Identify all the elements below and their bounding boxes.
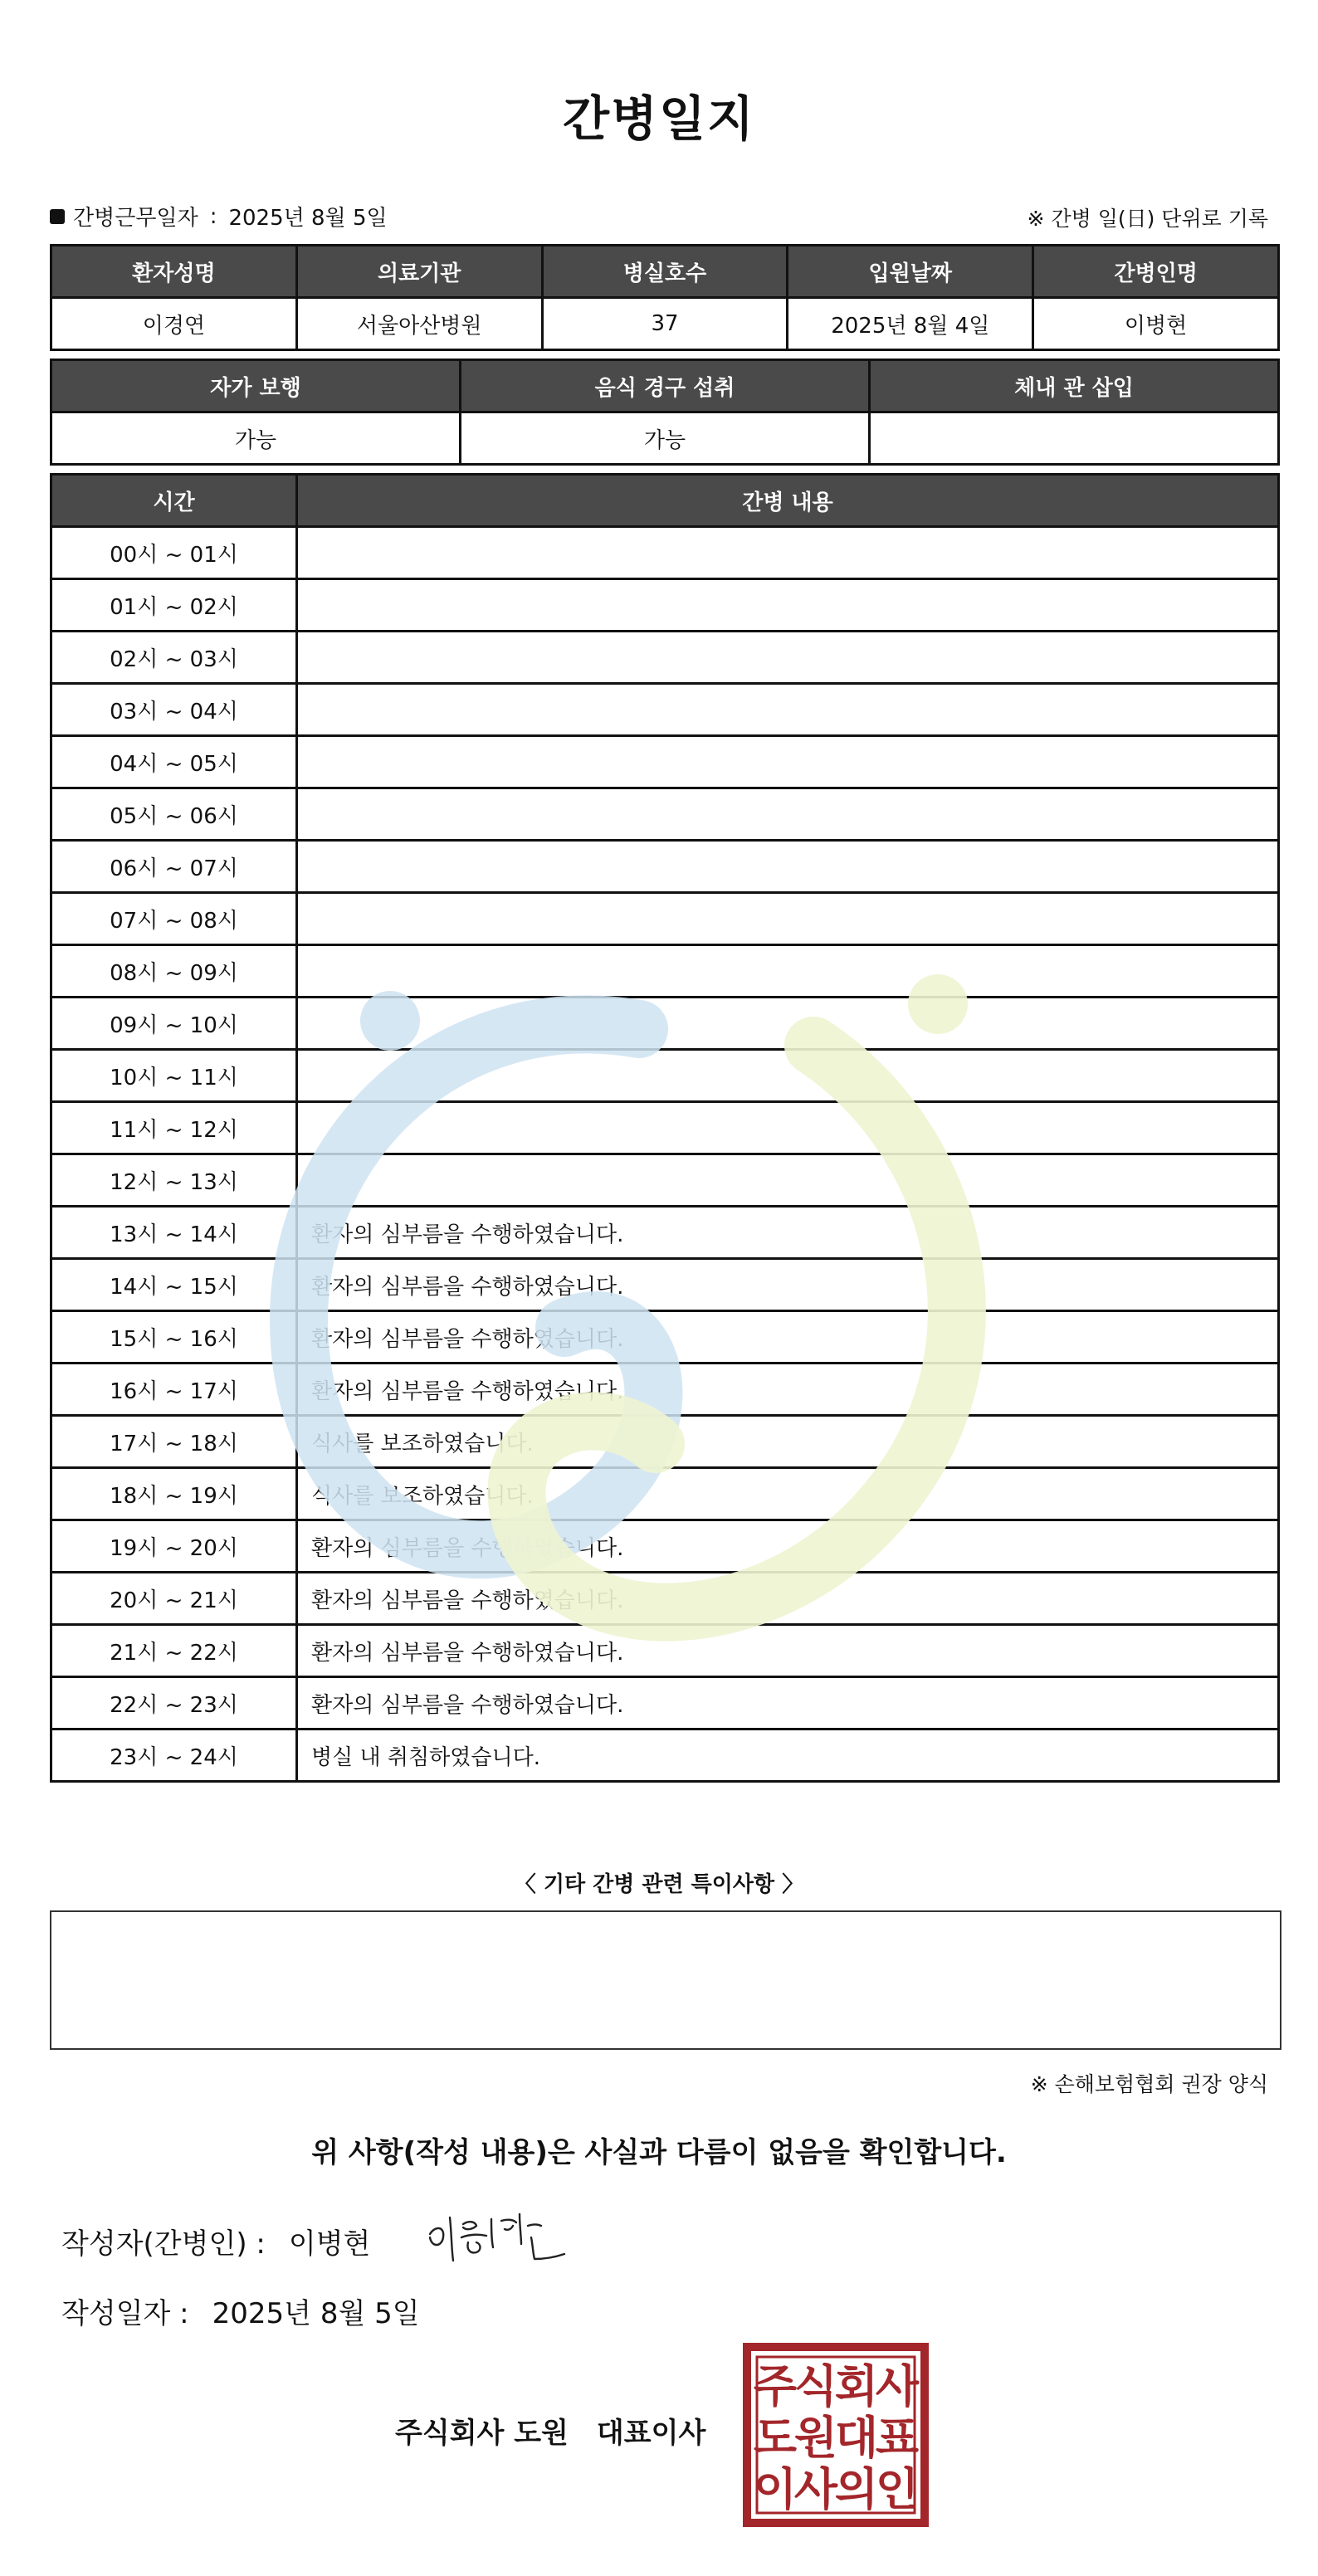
written-date-value: 2025년 8월 5일: [212, 2297, 420, 2330]
handwritten-signature: [422, 2201, 571, 2267]
work-date-separator: :: [209, 203, 217, 229]
page-title: 간병일지: [562, 90, 756, 147]
care-content: [297, 1050, 1279, 1102]
care-content: [297, 684, 1279, 736]
care-content: [297, 527, 1279, 579]
time-slot: 09시 ~ 10시: [51, 998, 297, 1050]
time-slot: 15시 ~ 16시: [51, 1311, 297, 1364]
walking-status: 가능: [51, 412, 461, 465]
work-date-label: 간병근무일자: [73, 206, 198, 231]
care-content: 환자의 심부름을 수행하였습니다.: [297, 1520, 1279, 1573]
seal-glyph: 사: [793, 2463, 838, 2515]
room-number: 37: [542, 298, 788, 350]
table-row: [51, 527, 1279, 579]
time-slot: 21시 ~ 22시: [51, 1625, 297, 1677]
written-date-label: 작성일자 :: [61, 2297, 189, 2330]
notes-title: 〈 기타 간병 관련 특이사항 〉: [514, 1872, 804, 1897]
time-slot: 17시 ~ 18시: [51, 1416, 297, 1468]
time-slot: 14시 ~ 15시: [51, 1259, 297, 1311]
patient-name: 이경연: [51, 298, 297, 350]
care-content: [297, 893, 1279, 945]
status-header-row: [51, 360, 1279, 412]
seal-glyph: 인: [875, 2463, 920, 2515]
writer-label: 작성자(간병인) :: [61, 2227, 266, 2261]
header-care-content: 간병 내용: [297, 475, 1279, 527]
care-content: [297, 1102, 1279, 1154]
time-slot: 20시 ~ 21시: [51, 1573, 297, 1625]
time-slot: 00시 ~ 01시: [51, 527, 297, 579]
care-content: [297, 736, 1279, 788]
seal-glyph: 도: [753, 2412, 798, 2464]
writer-line: [61, 2221, 370, 2261]
patient-info-table: [50, 244, 1280, 351]
table-row: [51, 1416, 1279, 1468]
care-content: [297, 632, 1279, 684]
company-representative-title: 대표이사: [596, 2417, 706, 2450]
time-slot: 10시 ~ 11시: [51, 1050, 297, 1102]
time-slot: 11시 ~ 12시: [51, 1102, 297, 1154]
writer-name: 이병현: [288, 2227, 371, 2261]
table-row: [51, 632, 1279, 684]
seal-glyph: 대: [834, 2412, 879, 2464]
table-row: [51, 1364, 1279, 1416]
recommend-note: ※ 손해보험협회 권장 양식: [1030, 2072, 1268, 2096]
seal-glyph: 표: [875, 2412, 920, 2464]
seal-glyph: 사: [875, 2360, 920, 2413]
table-row: [51, 1468, 1279, 1520]
table-row: [51, 893, 1279, 945]
table-row: [51, 1730, 1279, 1782]
seal-glyph: 이: [753, 2463, 798, 2515]
time-slot: 01시 ~ 02시: [51, 579, 297, 632]
care-content: [297, 998, 1279, 1050]
table-row: [51, 736, 1279, 788]
oral-intake-status: 가능: [461, 412, 870, 465]
table-row: [51, 1520, 1279, 1573]
table-row: [51, 1625, 1279, 1677]
patient-value-row: [51, 298, 1279, 350]
unit-note: ※ 간병 일(日) 단위로 기록: [1027, 207, 1268, 231]
care-content: 환자의 심부름을 수행하였습니다.: [297, 1364, 1279, 1416]
table-row: [51, 684, 1279, 736]
square-bullet-icon: [50, 209, 65, 224]
time-slot: 04시 ~ 05시: [51, 736, 297, 788]
confirmation-statement: 위 사항(작성 내용)은 사실과 다름이 없음을 확인합니다.: [311, 2136, 1007, 2169]
care-content: 식사를 보조하였습니다.: [297, 1416, 1279, 1468]
notes-box: [50, 1910, 1281, 2050]
table-row: [51, 841, 1279, 893]
time-slot: 13시 ~ 14시: [51, 1207, 297, 1259]
header-admission-date: 입원날짜: [788, 246, 1033, 298]
work-date-value: 2025년 8월 5일: [228, 206, 388, 231]
time-slot: 06시 ~ 07시: [51, 841, 297, 893]
seal-glyph: 회: [834, 2360, 879, 2413]
seal-glyph: 식: [793, 2360, 838, 2413]
care-content: 환자의 심부름을 수행하였습니다.: [297, 1677, 1279, 1730]
care-log-body: [51, 527, 1279, 1782]
care-content: [297, 579, 1279, 632]
written-date-line: [61, 2291, 420, 2331]
care-log-table: [50, 473, 1280, 1783]
time-slot: 12시 ~ 13시: [51, 1154, 297, 1207]
admission-date: 2025년 8월 4일: [788, 298, 1033, 350]
table-row: [51, 579, 1279, 632]
header-oral-intake: 음식 경구 섭취: [461, 360, 870, 412]
seal-glyph: 주: [753, 2360, 798, 2413]
company-name: 주식회사 도원: [395, 2417, 569, 2450]
care-content: 환자의 심부름을 수행하였습니다.: [297, 1259, 1279, 1311]
time-slot: 02시 ~ 03시: [51, 632, 297, 684]
care-content: 환자의 심부름을 수행하였습니다.: [297, 1311, 1279, 1364]
work-date: [50, 201, 388, 232]
header-tube: 체내 관 삽입: [870, 360, 1279, 412]
time-slot: 22시 ~ 23시: [51, 1677, 297, 1730]
time-slot: 03시 ~ 04시: [51, 684, 297, 736]
care-content: 환자의 심부름을 수행하였습니다.: [297, 1573, 1279, 1625]
company-line: [395, 2410, 705, 2451]
header-time: 시간: [51, 475, 297, 527]
table-row: [51, 1102, 1279, 1154]
patient-status-table: [50, 359, 1280, 466]
seal-glyph: 원: [793, 2412, 838, 2464]
table-row: [51, 1259, 1279, 1311]
status-value-row: [51, 412, 1279, 465]
care-log-header-row: [51, 475, 1279, 527]
corporate-seal-icon: [742, 2342, 930, 2528]
time-slot: 05시 ~ 06시: [51, 788, 297, 841]
table-row: [51, 1207, 1279, 1259]
seal-glyph: 의: [834, 2463, 879, 2515]
care-content: 환자의 심부름을 수행하였습니다.: [297, 1207, 1279, 1259]
time-slot: 19시 ~ 20시: [51, 1520, 297, 1573]
care-content: [297, 788, 1279, 841]
table-row: [51, 1050, 1279, 1102]
caregiver-name: 이병현: [1033, 298, 1279, 350]
table-row: [51, 945, 1279, 998]
care-content: [297, 841, 1279, 893]
hospital-name: 서울아산병원: [296, 298, 542, 350]
header-walking: 자가 보행: [51, 360, 461, 412]
care-content: 병실 내 취침하였습니다.: [297, 1730, 1279, 1782]
time-slot: 08시 ~ 09시: [51, 945, 297, 998]
care-content: [297, 1154, 1279, 1207]
tube-status: [870, 412, 1279, 465]
table-row: [51, 1311, 1279, 1364]
time-slot: 18시 ~ 19시: [51, 1468, 297, 1520]
header-patient-name: 환자성명: [51, 246, 297, 298]
time-slot: 23시 ~ 24시: [51, 1730, 297, 1782]
table-row: [51, 1573, 1279, 1625]
table-row: [51, 788, 1279, 841]
header-room: 병실호수: [542, 246, 788, 298]
care-content: 환자의 심부름을 수행하였습니다.: [297, 1625, 1279, 1677]
table-row: [51, 1154, 1279, 1207]
header-hospital: 의료기관: [296, 246, 542, 298]
care-content: [297, 945, 1279, 998]
care-content: 식사를 보조하였습니다.: [297, 1468, 1279, 1520]
table-row: [51, 998, 1279, 1050]
header-caregiver: 간병인명: [1033, 246, 1279, 298]
patient-header-row: [51, 246, 1279, 298]
table-row: [51, 1677, 1279, 1730]
time-slot: 07시 ~ 08시: [51, 893, 297, 945]
time-slot: 16시 ~ 17시: [51, 1364, 297, 1416]
